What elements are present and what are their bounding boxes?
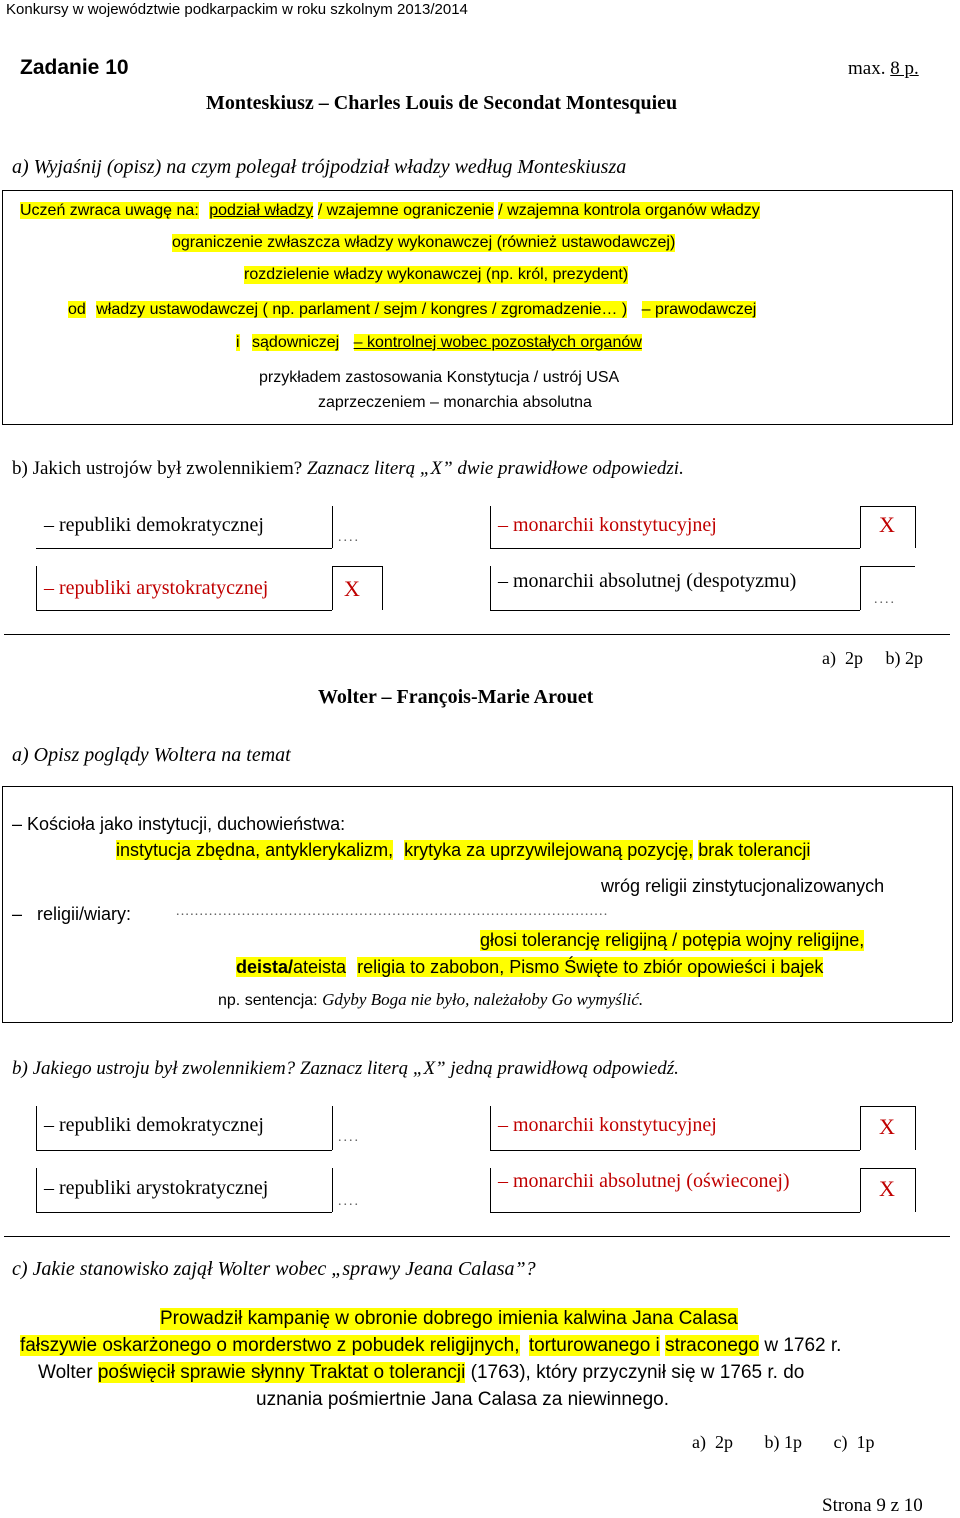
task-max-prefix: max. <box>848 58 886 79</box>
task-max-points: 8 p. <box>890 58 919 79</box>
answer-limitation: / wzajemne ograniczenie <box>317 202 494 219</box>
p1-option-mon-const: – monarchii konstytucyjnej <box>498 514 717 536</box>
religion-label: – religii/wiary: <box>12 904 132 924</box>
answer-legislative: władzy ustawodawczej ( np. parlament / sejm / kongres / zgromadzenie… ) <box>96 301 628 318</box>
answer-from: od <box>68 301 86 318</box>
task-max <box>848 58 919 80</box>
p2-option-rep-ary: – republiki arystokratycznej <box>44 1177 269 1199</box>
answer-intro: Uczeń zwraca uwagę na: <box>20 202 199 219</box>
p1-option-mon-const-mark: X <box>879 512 895 537</box>
voltaire-title: Wolter – François-Marie Arouet <box>318 686 594 708</box>
question-2c: c) Jakie stanowisko zajął Wolter wobec „sprawy Jeana Calasa”? <box>12 1258 536 1280</box>
p2-option-rep-dem: – republiki demokratycznej <box>44 1114 264 1136</box>
p1-option-mon-abs: – monarchii absolutnej (despotyzmu) <box>498 570 797 592</box>
calas-line1: Prowadził kampanię w obronie dobrego imienia kalwina Jana Calasa <box>160 1308 738 1329</box>
calas-line2-b: torturowanego i <box>528 1335 660 1356</box>
p1-option-mon-abs-mark: .... <box>874 592 896 607</box>
question-1b-b: Zaznacz literą „X” dwie prawidłowe odpowiedzi. <box>306 458 684 479</box>
answer-control: / wzajemna kontrola organów władzy <box>498 202 760 219</box>
document-header: Konkursy w województwie podkarpackim w roku szkolnym 2013/2014 <box>6 1 468 18</box>
answer-1a-line4 <box>68 301 756 319</box>
answer-1a-line3: rozdzielenie władzy wykonawczej (np. król, prezydent) <box>244 266 629 283</box>
religion-deist <box>236 957 823 978</box>
question-1a: a) Wyjaśnij (opisz) na czym polegał trójpodział władzy według Monteskiusza <box>12 156 627 178</box>
sentence <box>218 990 643 1010</box>
answer-lawmaking: – prawodawczej <box>641 301 757 318</box>
calas-line2-c: straconego <box>665 1335 760 1356</box>
question-2a: a) Opisz poglądy Woltera na temat <box>12 744 291 766</box>
church-label: – Kościoła jako instytucji, duchowieństwa: <box>12 814 346 834</box>
calas-line2-a: fałszywie oskarżonego o morderstwo z pobudek religijnych, <box>20 1335 520 1356</box>
church-answer-c: brak tolerancji <box>698 840 811 860</box>
calas-line3 <box>38 1362 804 1384</box>
church-answer <box>116 840 810 861</box>
p1-option-rep-dem-mark: .... <box>338 530 360 545</box>
answer-division: podział władzy <box>209 202 314 219</box>
task-label: Zadanie 10 <box>20 56 129 79</box>
question-2b <box>12 1058 679 1080</box>
church-answer-a: instytucja zbędna, antyklerykalizm, <box>116 840 394 860</box>
religion-deist-b: ateista <box>293 957 347 977</box>
religion-deist-c: religia to zabobon, Pismo Święte to zbiór opowieści i bajek <box>357 957 824 977</box>
religion-tolerance: głosi tolerancję religijną / potępia wojny religijne, <box>480 930 865 950</box>
calas-line3-b: poświęcił sprawie słynny Traktat o tolerancji <box>97 1362 466 1383</box>
p1-option-rep-dem: – republiki demokratycznej <box>44 514 264 536</box>
sentence-quote: Gdyby Boga nie było, należałoby Go wymyślić. <box>322 990 644 1009</box>
p2-option-rep-dem-mark: .... <box>338 1130 360 1145</box>
religion-deist-a: deista/ <box>236 957 294 977</box>
p2-option-mon-abs-mark: X <box>879 1176 895 1201</box>
p2-option-rep-ary-mark: .... <box>338 1194 360 1209</box>
calas-line3-a: Wolter <box>38 1362 93 1383</box>
p2-option-mon-const-mark: X <box>879 1114 895 1139</box>
p1-option-rep-ary: – republiki arystokratycznej <box>44 577 269 599</box>
question-1b <box>12 458 684 480</box>
answer-1a-line6: przykładem zastosowania Konstytucja / ustrój USA <box>259 369 620 386</box>
religion-enemy: wróg religii zinstytucjonalizowanych <box>601 876 885 896</box>
calas-line2-d: w 1762 r. <box>764 1335 842 1356</box>
answer-1a-line2: ograniczenie zwłaszcza władzy wykonawczej (również ustawodawczej) <box>172 234 676 251</box>
answer-judicial: sądowniczej <box>252 334 340 351</box>
calas-line3-c: (1763), który przyczynił się w 1765 r. do <box>470 1362 805 1383</box>
answer-control-organs: – kontrolnej wobec pozostałych organów <box>353 334 642 351</box>
montesquieu-title: Monteskiusz – Charles Louis de Secondat Montesquieu <box>206 92 678 114</box>
answer-1a-line1 <box>20 202 760 220</box>
answer-1a-line5 <box>236 334 642 352</box>
question-2b-a: b) Jakiego ustroju był zwolennikiem? <box>12 1058 296 1079</box>
church-answer-b: krytyka za uprzywilejowaną pozycję, <box>404 840 694 860</box>
p1-option-rep-ary-mark: X <box>344 576 360 601</box>
p2-scoring: a) 2p b) 1p c) 1p <box>692 1432 875 1452</box>
sentence-prefix: np. sentencja: <box>218 992 318 1009</box>
question-1b-a: b) Jakich ustrojów był zwolennikiem? <box>12 458 303 479</box>
calas-line4: uznania pośmiertnie Jana Calasa za niewinnego. <box>256 1389 669 1410</box>
p2-option-mon-abs: – monarchii absolutnej (oświeconej) <box>498 1170 790 1192</box>
answer-and: i <box>236 334 240 351</box>
answer-1a-line7: zaprzeczeniem – monarchia absolutna <box>318 394 592 411</box>
page-number: Strona 9 z 10 <box>822 1495 923 1516</box>
calas-line2 <box>20 1335 841 1357</box>
p1-scoring: a) 2p b) 2p <box>822 648 923 668</box>
religion-dots: ............................................................................................ <box>176 904 609 919</box>
p2-option-mon-const: – monarchii konstytucyjnej <box>498 1114 717 1136</box>
question-2b-b: Zaznacz literą „X” jedną prawidłową odpowiedź. <box>299 1058 679 1079</box>
